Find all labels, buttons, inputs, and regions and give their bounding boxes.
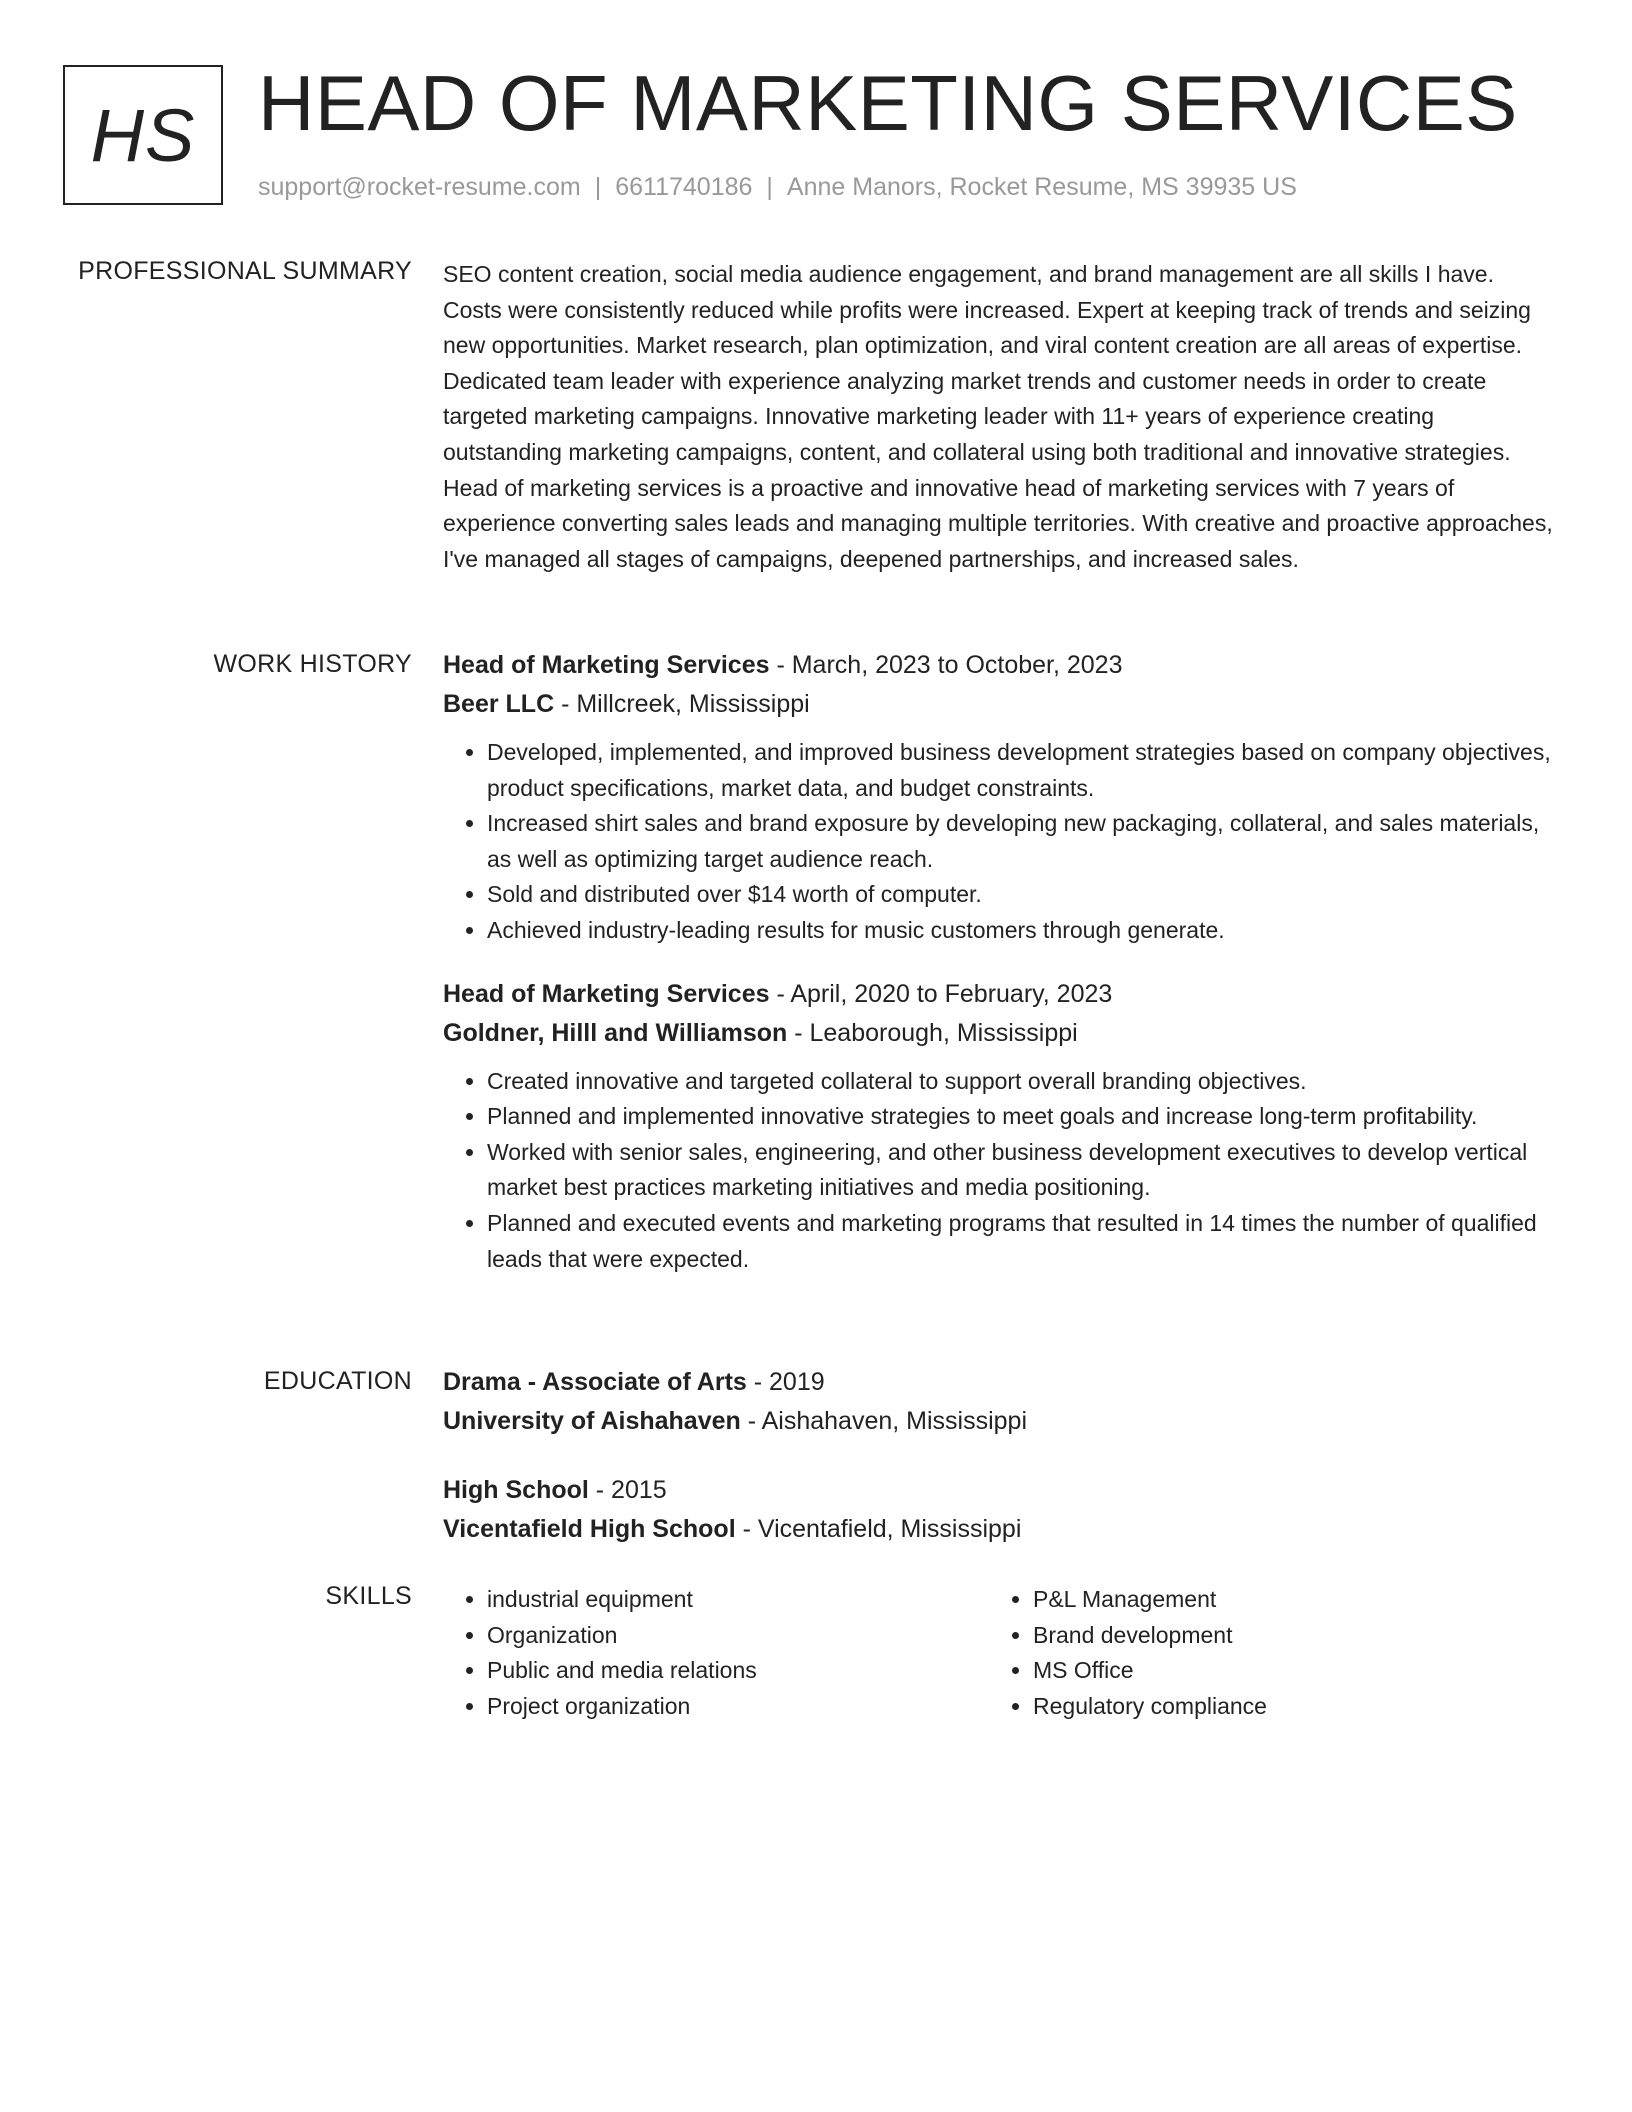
education-year: - 2015 [588,1476,667,1504]
education-school-line [443,1510,1555,1549]
skill-item: • Project organization [487,1689,987,1725]
skills-column-left [443,1582,987,1724]
job-position: Head of Marketing Services [443,651,770,679]
education-degree: High School [443,1476,589,1504]
section-title-summary: PROFESSIONAL SUMMARY [78,257,412,285]
education-entry [443,1471,1555,1549]
job-dates: - April, 2020 to February, 2023 [769,979,1113,1008]
education-location: - Aishahaven, Mississippi [740,1407,1028,1435]
job-location: - Millcreek, Mississippi [554,690,810,718]
section-title-skills: SKILLS [325,1582,412,1610]
skills-body [443,1582,1555,1724]
job-bullet: • Planned and implemented innovative strategies to meet goals and increase long-term profitability. [487,1099,1555,1135]
skills-columns [443,1582,1555,1724]
section-title-education: EDUCATION [263,1367,412,1395]
education-school: University of Aishahaven [443,1407,741,1435]
monogram-initials: HS [90,93,196,177]
education-school-line [443,1402,1555,1441]
job-bullet: • Achieved industry-leading results for music customers through generate. [487,913,1555,949]
skill-item: • Public and media relations [487,1653,987,1689]
job-bullet: • Created innovative and targeted collateral to support overall branding objectives. [487,1064,1555,1100]
job-bullet: • Worked with senior sales, engineering, and other business development executives to develop vertical market best practices marketing initiatives and media positioning. [487,1135,1555,1206]
skill-item: • industrial equipment [487,1582,987,1618]
job-title-line [443,646,1555,685]
education-year: - 2019 [746,1368,825,1396]
job-entry [443,975,1555,1278]
summary-text: SEO content creation, social media audience engagement, and brand management are all skills I have. Costs were consistently reduced while profits were increased. Expert at keeping track of trends and seizing new opportunities. Market research, plan optimization, and viral content creation are all areas of expertise. Dedicated team leader with experience analyzing market trends and customer needs in order to create targeted marketing campaigns. Innovative marketing leader with 11+ years of experience creating outstanding marketing campaigns, content, and collateral using both traditional and innovative strategies. Head of marketing services is a proactive and innovative head of marketing services with 7 years of experience converting sales leads and managing multiple territories. With creative and proactive approaches, I've managed all stages of campaigns, deepened partnerships, and increased sales. [443,261,1553,572]
job-bullet: • Planned and executed events and marketing programs that resulted in 14 times the number of qualified leads that were expected. [487,1206,1555,1277]
job-location: - Leaborough, Mississippi [787,1018,1078,1047]
resume-title: HEAD OF MARKETING SERVICES [258,59,1518,147]
skill-item: • P&L Management [1033,1582,1533,1618]
contact-address: Anne Manors, Rocket Resume, MS 39935 US [786,173,1297,201]
job-bullet: • Developed, implemented, and improved business development strategies based on company objectives, product specifications, market data, and budget constraints. [487,735,1555,806]
education-entry [443,1363,1555,1441]
contact-line [258,173,1297,202]
job-entry [443,646,1555,949]
education-school: Vicentafield High School [443,1515,736,1543]
summary-body [443,257,1555,577]
job-company: Goldner, Hilll and Williamson [443,1018,788,1047]
contact-separator: | [594,173,602,201]
education-location: - Vicentafield, Mississippi [735,1515,1022,1543]
job-company-line [443,685,1555,724]
job-bullet: • Sold and distributed over $14 worth of computer. [487,877,1555,913]
skill-item: • Organization [487,1618,987,1654]
job-bullets [443,1064,1555,1278]
contact-email: support@rocket-resume.com [258,173,581,201]
education-degree-line [443,1471,1555,1510]
job-title-line [443,975,1555,1014]
skill-item: • MS Office [1033,1653,1533,1689]
job-dates: - March, 2023 to October, 2023 [769,651,1123,679]
education-degree-line [443,1363,1555,1402]
job-bullets [443,735,1555,949]
job-position: Head of Marketing Services [443,979,770,1008]
skill-item: • Brand development [1033,1618,1533,1654]
contact-separator: | [766,173,773,201]
job-bullet: • Increased shirt sales and brand exposure by developing new packaging, collateral, and sales materials, as well as optimizing target audience reach. [487,806,1555,877]
monogram-box [63,65,223,205]
job-company: Beer LLC [443,690,555,718]
skills-column-right [989,1582,1533,1724]
job-company-line [443,1014,1555,1053]
education-body [443,1363,1555,1579]
contact-phone: 6611740186 [615,173,753,201]
education-degree: Drama - Associate of Arts [443,1368,747,1396]
work-body [443,646,1555,1299]
skill-item: • Regulatory compliance [1033,1689,1533,1725]
section-title-work: WORK HISTORY [213,650,412,678]
